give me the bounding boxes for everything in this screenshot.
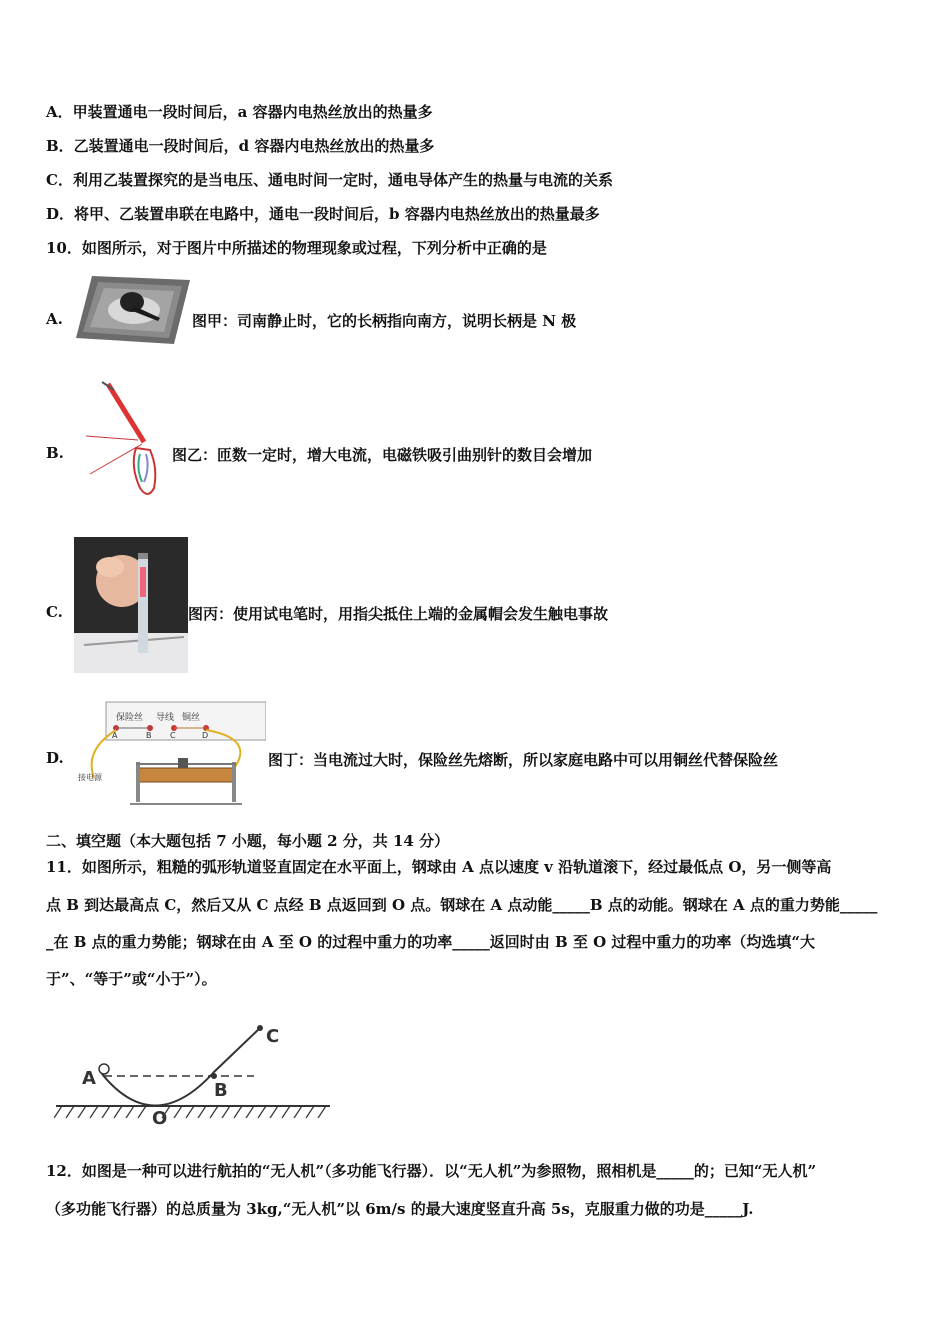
q10-option-b-label: B. (46, 444, 64, 462)
q10-option-c-label: C. (46, 603, 63, 621)
point-b-label: B (214, 1080, 228, 1101)
q10-option-d-text: 图丁：当电流过大时，保险丝先熔断，所以家庭电路中可以用铜丝代替保险丝 (268, 751, 779, 769)
section-2-title: 二、填空题（本大题包括 7 小题，每小题 2 分，共 14 分） (46, 832, 450, 850)
point-c-label: C (266, 1026, 280, 1047)
copper-label: 铜丝 (182, 713, 201, 723)
q11-line-1: 11．如图所示，粗糙的弧形轨道竖直固定在水平面上，钢球由 A 点以速度 v 沿轨道滚下，经过最低点 O，另一侧等高 (46, 858, 832, 876)
q9-option-b: B．乙装置通电一段时间后，d 容器内电热丝放出的热量多 (46, 137, 435, 155)
q11-line-2: 点 B 到达最高点 C，然后又从 C 点经 B 点返回到 O 点。钢球在 A 点动能_____B 点的动能。钢球在 A 点的重力势能_____ (46, 896, 878, 914)
wire-label: 导线 (156, 713, 175, 723)
q10-option-a-label: A. (46, 310, 63, 328)
arc-track-diagram (54, 1012, 334, 1132)
q9-option-a: A．甲装置通电一段时间后，a 容器内电热丝放出的热量多 (46, 103, 433, 121)
q11-line-4: 于”、“等于”或“小于”）。 (46, 970, 217, 988)
power-label: 接电源 (78, 773, 102, 782)
point-d-label: D (202, 731, 209, 740)
sinan-compass-image (74, 272, 192, 348)
q10-option-c-text: 图丙：使用试电笔时，用指尖抵住上端的金属帽会发生触电事故 (188, 605, 609, 623)
fuse-apparatus-image (74, 700, 266, 812)
electromagnet-image (84, 378, 160, 504)
point-b-label: B (146, 731, 152, 740)
q10-option-a-text: 图甲：司南静止时，它的长柄指向南方，说明长柄是 N 极 (192, 312, 577, 330)
q9-option-d: D．将甲、乙装置串联在电路中，通电一段时间后，b 容器内电热丝放出的热量最多 (46, 205, 600, 223)
test-pen-photo (74, 537, 188, 673)
fuse-label: 保险丝 (116, 713, 144, 723)
point-a-label: A (112, 731, 118, 740)
q12-line-1: 12．如图是一种可以进行航拍的“无人机”（多功能飞行器）．以“无人机”为参照物，照相机是_____的；已知“无人机” (46, 1162, 817, 1180)
q11-line-3: _在 B 点的重力势能；钢球在由 A 至 O 的过程中重力的功率_____返回时由 B 至 O 过程中重力的功率（均选填“大 (46, 933, 815, 951)
q9-option-c: C．利用乙装置探究的是当电压、通电时间一定时，通电导体产生的热量与电流的关系 (46, 171, 613, 189)
point-o-label: O (152, 1108, 168, 1129)
q10-option-b-text: 图乙：匝数一定时，增大电流，电磁铁吸引曲别针的数目会增加 (172, 446, 593, 464)
point-a-label: A (82, 1068, 96, 1089)
point-c-label: C (170, 731, 176, 740)
q10-option-d-label: D. (46, 749, 64, 767)
q10-stem: 10．如图所示，对于图片中所描述的物理现象或过程，下列分析中正确的是 (46, 239, 547, 257)
q12-line-2: （多功能飞行器）的总质量为 3kg,“无人机”以 6m/s 的最大速度竖直升高 5s，克服重力做的功是_____J. (46, 1200, 754, 1218)
